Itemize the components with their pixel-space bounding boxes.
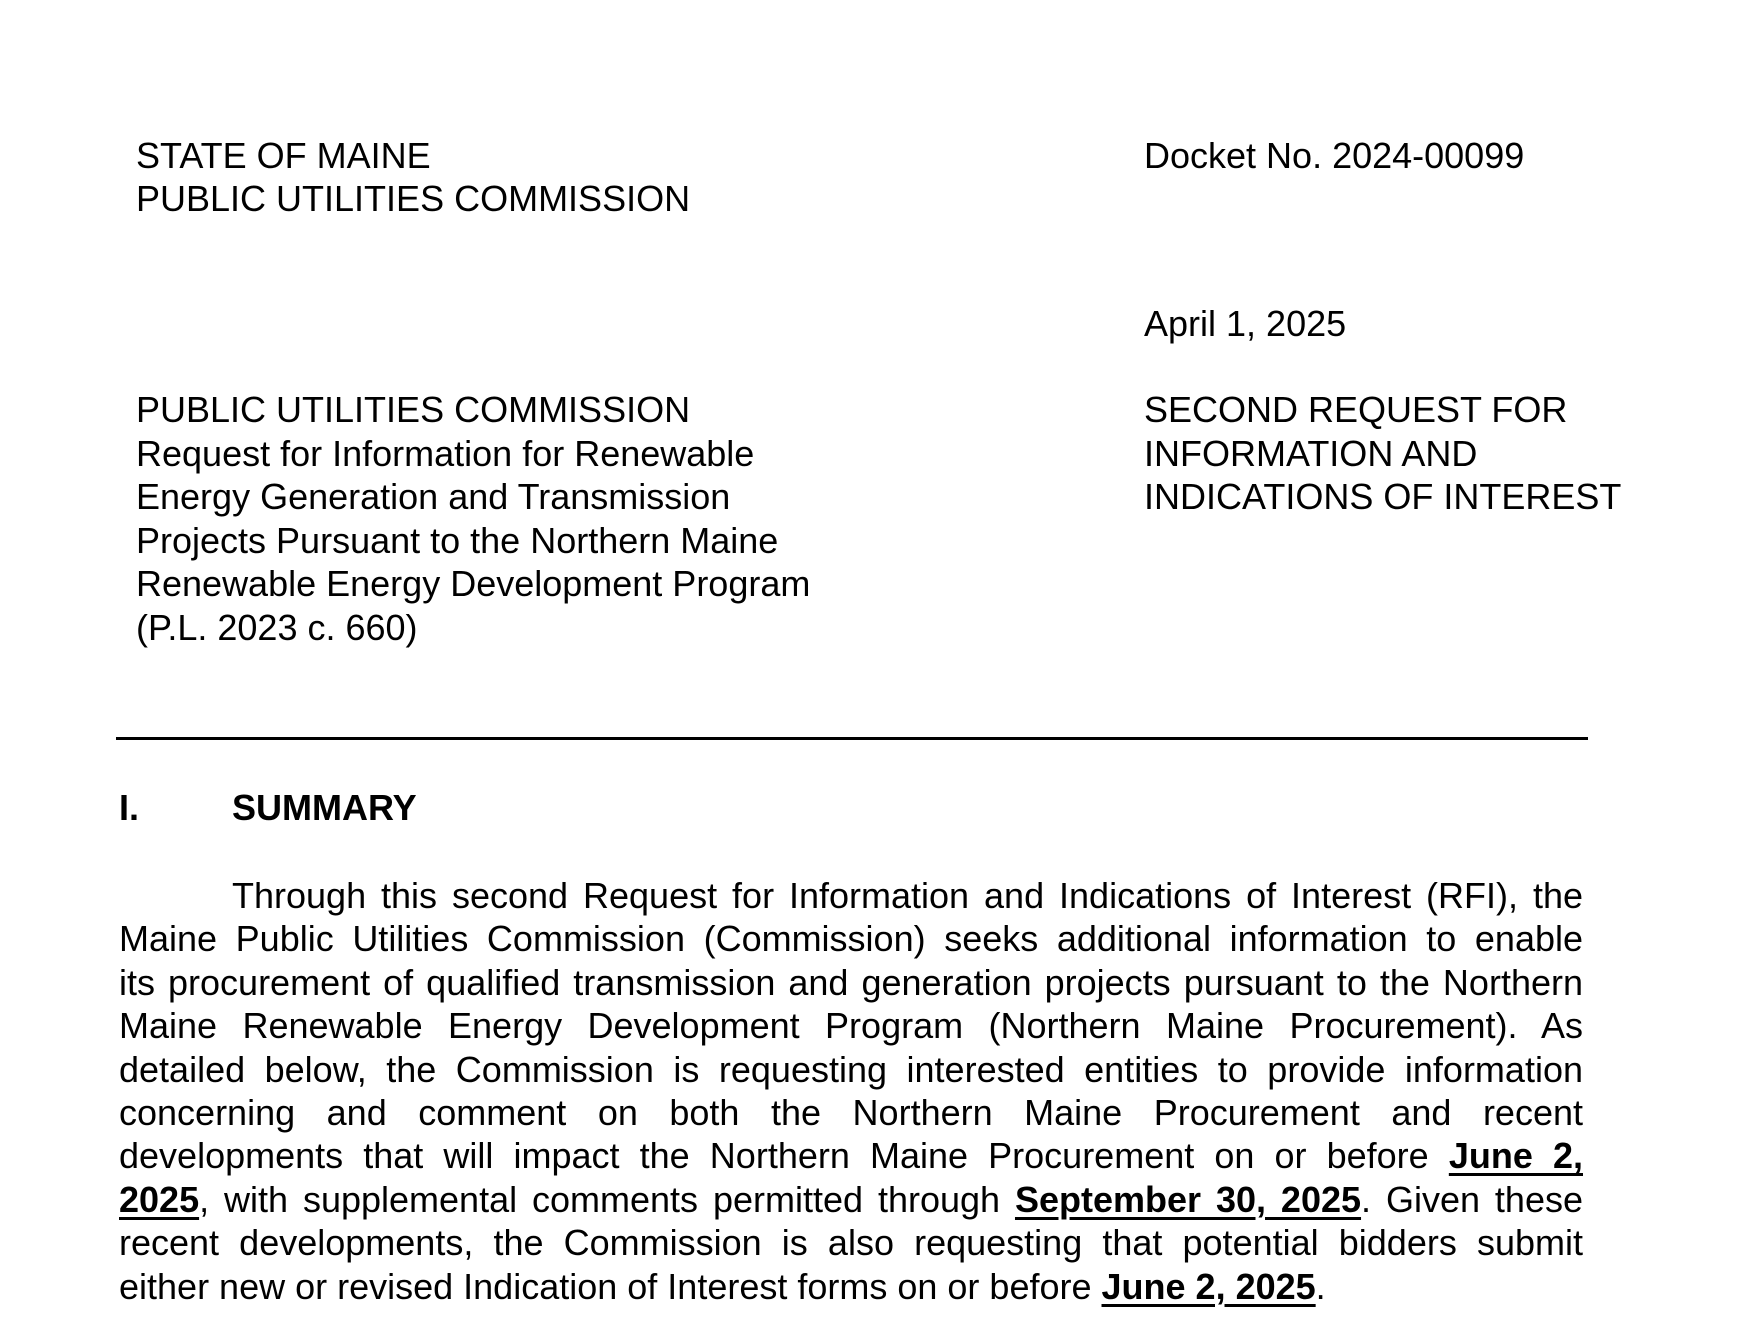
paragraph-text: . xyxy=(1315,1265,1326,1307)
paragraph-line: concerning and comment on both the Northern Maine Procurement and recent xyxy=(119,1091,1583,1133)
paragraph-line xyxy=(119,1178,1583,1221)
paragraph-line: detailed below, the Commission is requesting interested entities to provide information xyxy=(119,1048,1583,1090)
case-caption xyxy=(136,388,810,649)
caption-line: Projects Pursuant to the Northern Maine xyxy=(136,519,779,561)
deadline-date: June 2, xyxy=(1448,1135,1583,1177)
deadline-date: 2025 xyxy=(119,1178,200,1220)
horizontal-divider xyxy=(116,737,1588,740)
section-number: I. xyxy=(119,787,140,828)
paragraph-line xyxy=(119,1265,1583,1308)
summary-paragraph xyxy=(119,874,1583,1308)
paragraph-line: recent developments, the Commission is also requesting that potential bidders submit xyxy=(119,1222,1583,1264)
section-title: SUMMARY xyxy=(232,787,417,828)
paragraph-text: either new or revised Indication of Interest forms on or before xyxy=(119,1265,1092,1307)
paragraph-line: its procurement of qualified transmission and generation projects pursuant to the Northern xyxy=(119,961,1583,1003)
caption-line: Renewable Energy Development Program xyxy=(136,563,811,604)
paragraph-line: Maine Renewable Energy Development Program (Northern Maine Procurement). As xyxy=(119,1005,1583,1047)
commission-name: PUBLIC UTILITIES COMMISSION xyxy=(136,178,691,219)
paragraph-line: Maine Public Utilities Commission (Commission) seeks additional information to enable xyxy=(119,918,1583,960)
document-title xyxy=(1144,388,1621,519)
paragraph-text: developments that will impact the Northern Maine Procurement on or before xyxy=(119,1135,1429,1177)
title-line: SECOND REQUEST FOR xyxy=(1144,389,1568,430)
caption-line: PUBLIC UTILITIES COMMISSION xyxy=(136,389,691,430)
paragraph-line xyxy=(119,1134,1583,1177)
docket-number: Docket No. 2024-00099 xyxy=(1144,135,1525,176)
document-date: April 1, 2025 xyxy=(1144,303,1347,344)
supplemental-deadline-date: September 30, 2025 xyxy=(1014,1178,1362,1220)
caption-line: Request for Information for Renewable xyxy=(136,432,755,474)
state-name: STATE OF MAINE xyxy=(136,135,431,176)
paragraph-text: , with supplemental comments permitted through xyxy=(199,1178,1001,1220)
caption-line: Energy Generation and Transmission xyxy=(136,476,731,517)
paragraph-text: . Given these xyxy=(1361,1178,1583,1220)
caption-line: (P.L. 2023 c. 660) xyxy=(136,606,418,648)
indication-deadline-date: June 2, 2025 xyxy=(1101,1265,1316,1307)
paragraph-line: Through this second Request for Information and Indications of Interest (RFI), the xyxy=(232,875,1583,916)
title-line: INDICATIONS OF INTEREST xyxy=(1144,476,1622,517)
title-line: INFORMATION AND xyxy=(1144,432,1478,474)
